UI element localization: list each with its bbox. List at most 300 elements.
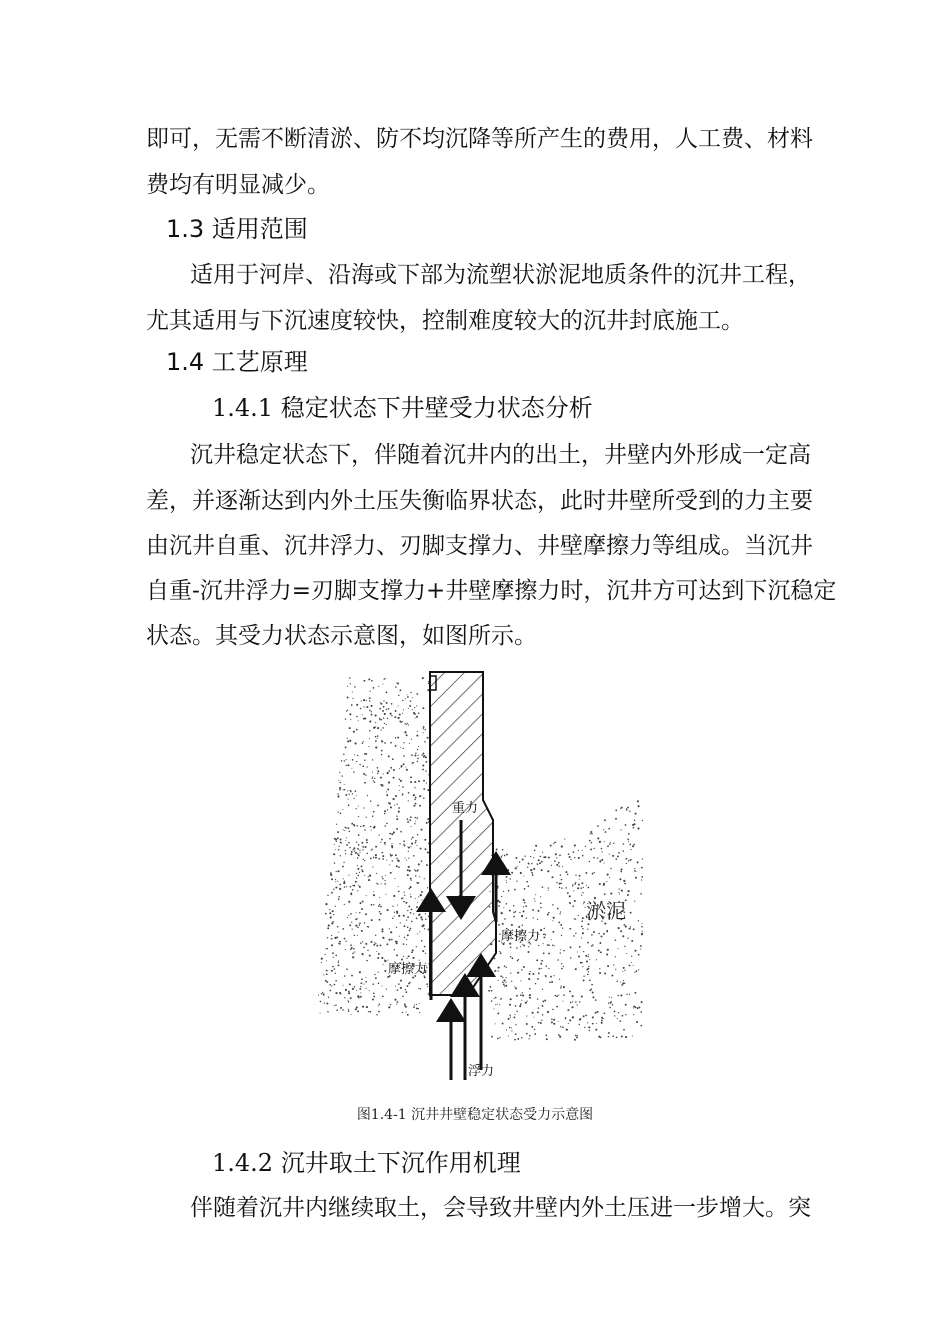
- soil-speck: [634, 950, 636, 952]
- soil-speck: [357, 918, 358, 919]
- soil-speck: [494, 998, 495, 999]
- soil-speck: [406, 860, 407, 861]
- soil-speck: [547, 870, 549, 872]
- soil-speck: [497, 1012, 499, 1014]
- soil-speck: [618, 1012, 619, 1013]
- soil-speck: [503, 979, 505, 981]
- soil-speck: [498, 970, 499, 971]
- soil-speck: [404, 925, 406, 927]
- soil-speck: [633, 928, 635, 930]
- soil-speck: [557, 908, 559, 910]
- soil-speck: [406, 1012, 407, 1013]
- soil-speck: [534, 900, 535, 901]
- soil-speck: [357, 755, 358, 756]
- soil-speck: [374, 781, 376, 783]
- soil-speck: [381, 750, 383, 752]
- soil-speck: [527, 867, 528, 868]
- soil-speck: [613, 964, 614, 965]
- soil-speck: [345, 853, 346, 854]
- soil-speck: [414, 1004, 415, 1005]
- soil-speck: [508, 1018, 510, 1020]
- soil-speck: [360, 826, 361, 827]
- soil-speck: [509, 878, 510, 879]
- soil-speck: [354, 849, 355, 850]
- section-1-3-heading: 1.3 适用范围: [166, 215, 308, 243]
- soil-speck: [520, 994, 522, 996]
- soil-speck: [589, 989, 591, 991]
- soil-speck: [588, 956, 589, 957]
- soil-speck: [387, 909, 389, 911]
- soil-speck: [396, 1004, 397, 1005]
- soil-speck: [522, 925, 523, 926]
- soil-speck: [611, 997, 612, 998]
- soil-speck: [521, 1037, 522, 1038]
- soil-speck: [330, 872, 332, 874]
- soil-speck: [339, 782, 340, 783]
- soil-speck: [345, 840, 346, 841]
- soil-speck: [633, 965, 634, 966]
- paragraph3-line-2: 差，并逐渐达到内外土压失衡临界状态，此时井壁所受到的力主要: [146, 488, 813, 514]
- soil-speck: [338, 943, 339, 944]
- soil-speck: [374, 942, 375, 943]
- soil-speck: [617, 948, 618, 949]
- soil-speck: [633, 1014, 634, 1015]
- soil-speck: [361, 908, 363, 910]
- soil-speck: [386, 709, 388, 711]
- soil-speck: [384, 883, 386, 885]
- soil-speck: [372, 815, 374, 817]
- soil-speck: [375, 746, 377, 748]
- soil-speck: [523, 910, 525, 912]
- soil-speck: [426, 983, 428, 985]
- soil-speck: [590, 833, 591, 834]
- soil-speck: [559, 979, 560, 980]
- soil-speck: [579, 946, 581, 948]
- soil-speck: [388, 1006, 390, 1008]
- soil-speck: [400, 831, 402, 833]
- soil-speck: [420, 848, 422, 850]
- soil-speck: [395, 737, 396, 738]
- soil-speck: [612, 1035, 614, 1037]
- figure-caption: 图1.4-1 沉井井壁稳定状态受力示意图: [356, 1107, 594, 1123]
- soil-speck: [620, 994, 622, 996]
- soil-speck: [414, 817, 415, 818]
- soil-speck: [329, 912, 331, 914]
- soil-speck: [424, 878, 425, 879]
- soil-speck: [369, 697, 371, 699]
- soil-speck: [407, 927, 409, 929]
- soil-speck: [375, 846, 377, 848]
- soil-speck: [574, 900, 576, 902]
- soil-speck: [381, 883, 382, 884]
- soil-speck: [403, 956, 404, 957]
- soil-speck: [404, 937, 405, 938]
- soil-speck: [348, 991, 350, 993]
- soil-speck: [402, 1012, 403, 1013]
- soil-speck: [640, 945, 642, 947]
- soil-speck: [623, 843, 625, 845]
- soil-speck: [530, 971, 531, 972]
- soil-speck: [371, 705, 373, 707]
- soil-speck: [530, 869, 532, 871]
- soil-speck: [414, 799, 416, 801]
- soil-speck: [578, 915, 579, 916]
- soil-speck: [369, 738, 370, 739]
- soil-speck: [389, 928, 390, 929]
- soil-speck: [394, 878, 395, 879]
- soil-speck: [373, 944, 375, 946]
- soil-speck: [393, 831, 395, 833]
- soil-speck: [384, 713, 386, 715]
- soil-speck: [356, 729, 358, 731]
- soil-speck: [343, 753, 345, 755]
- soil-speck: [397, 989, 399, 991]
- soil-speck: [396, 828, 398, 830]
- soil-speck: [414, 869, 415, 870]
- soil-speck: [574, 846, 575, 847]
- soil-speck: [577, 952, 578, 953]
- soil-speck: [377, 957, 379, 959]
- soil-speck: [426, 905, 428, 907]
- soil-speck: [575, 1001, 577, 1003]
- soil-speck: [581, 882, 583, 884]
- soil-speck: [375, 715, 377, 717]
- soil-speck: [529, 997, 531, 999]
- soil-speck: [402, 793, 404, 795]
- soil-speck: [335, 992, 337, 994]
- soil-speck: [615, 956, 616, 957]
- soil-speck: [548, 968, 549, 969]
- paragraph3-line-4: 自重-沉井浮力=刃脚支撑力+井壁摩擦力时，沉井方可达到下沉稳定: [146, 578, 837, 604]
- soil-speck: [404, 1003, 406, 1005]
- soil-speck: [535, 983, 536, 984]
- soil-speck: [353, 885, 355, 887]
- soil-speck: [548, 890, 549, 891]
- soil-speck: [383, 700, 384, 701]
- soil-speck: [498, 980, 499, 981]
- soil-speck: [424, 928, 425, 929]
- soil-speck: [551, 939, 552, 940]
- soil-speck: [494, 971, 495, 972]
- soil-speck: [391, 833, 393, 835]
- soil-speck: [324, 1002, 325, 1003]
- soil-speck: [338, 899, 339, 900]
- soil-speck: [582, 917, 584, 919]
- soil-speck: [522, 859, 524, 861]
- soil-speck: [327, 927, 329, 929]
- soil-speck: [366, 1006, 368, 1008]
- soil-speck: [589, 861, 590, 862]
- soil-speck: [408, 708, 409, 709]
- soil-speck: [621, 869, 623, 871]
- soil-speck: [540, 902, 542, 904]
- soil-speck: [491, 1036, 493, 1038]
- soil-speck: [565, 887, 567, 889]
- soil-speck: [358, 844, 360, 846]
- soil-speck: [628, 841, 629, 842]
- soil-speck: [336, 1009, 338, 1011]
- soil-speck: [416, 693, 418, 695]
- soil-speck: [347, 1000, 348, 1001]
- soil-speck: [409, 743, 410, 744]
- soil-speck: [355, 1008, 357, 1010]
- soil-speck: [380, 784, 382, 786]
- soil-speck: [488, 990, 490, 992]
- soil-speck: [332, 952, 334, 954]
- soil-speck: [501, 856, 503, 858]
- soil-speck: [371, 714, 373, 716]
- soil-speck: [603, 883, 605, 885]
- soil-speck: [359, 852, 360, 853]
- soil-speck: [334, 937, 336, 939]
- soil-speck: [337, 881, 338, 882]
- soil-speck: [531, 1026, 533, 1028]
- soil-speck: [398, 705, 399, 706]
- soil-speck: [350, 790, 352, 792]
- soil-speck: [539, 862, 541, 864]
- soil-speck: [572, 1016, 574, 1018]
- soil-speck: [375, 736, 377, 738]
- soil-speck: [353, 849, 354, 850]
- soil-speck: [642, 923, 643, 924]
- soil-speck: [413, 762, 414, 763]
- soil-speck: [372, 866, 373, 867]
- soil-speck: [560, 911, 561, 912]
- soil-speck: [491, 1000, 493, 1002]
- soil-speck: [638, 920, 639, 921]
- soil-speck: [615, 809, 617, 811]
- soil-speck: [583, 951, 584, 952]
- soil-speck: [408, 792, 410, 794]
- soil-speck: [410, 816, 412, 818]
- soil-speck: [380, 729, 381, 730]
- soil-speck: [523, 966, 525, 968]
- soil-speck: [402, 721, 403, 722]
- soil-speck: [632, 824, 634, 826]
- soil-speck: [337, 811, 338, 812]
- soil-speck: [353, 771, 355, 773]
- soil-speck: [348, 842, 349, 843]
- soil-speck: [354, 851, 355, 852]
- soil-speck: [369, 700, 370, 701]
- soil-speck: [543, 928, 545, 930]
- soil-speck: [542, 886, 544, 888]
- soil-speck: [522, 994, 524, 996]
- soil-speck: [583, 903, 584, 904]
- soil-speck: [352, 988, 354, 990]
- soil-speck: [374, 778, 375, 779]
- soil-speck: [337, 870, 339, 872]
- soil-speck: [423, 788, 425, 790]
- soil-speck: [551, 865, 552, 866]
- soil-speck: [373, 727, 374, 728]
- soil-speck: [407, 821, 409, 823]
- soil-speck: [399, 785, 400, 786]
- soil-speck: [582, 892, 583, 893]
- soil-speck: [409, 819, 411, 821]
- soil-speck: [601, 859, 603, 861]
- soil-speck: [406, 724, 407, 725]
- soil-speck: [597, 857, 598, 858]
- soil-speck: [413, 794, 415, 796]
- soil-speck: [375, 977, 377, 979]
- soil-speck: [407, 985, 409, 987]
- soil-speck: [601, 936, 603, 938]
- soil-speck: [373, 904, 374, 905]
- soil-speck: [344, 975, 346, 977]
- soil-speck: [332, 966, 334, 968]
- soil-speck: [373, 811, 375, 813]
- soil-speck: [587, 942, 589, 944]
- soil-speck: [383, 937, 384, 938]
- soil-speck: [365, 913, 367, 915]
- soil-speck: [641, 926, 643, 928]
- soil-speck: [398, 807, 400, 809]
- soil-speck: [384, 810, 386, 812]
- soil-speck: [380, 913, 382, 915]
- soil-speck: [427, 887, 428, 888]
- soil-speck: [534, 1017, 535, 1018]
- soil-speck: [548, 944, 550, 946]
- soil-speck: [404, 857, 405, 858]
- soil-speck: [416, 1004, 417, 1005]
- soil-speck: [537, 978, 539, 980]
- soil-speck: [527, 885, 529, 887]
- soil-speck: [399, 936, 400, 937]
- soil-speck: [528, 946, 529, 947]
- soil-speck: [621, 890, 623, 892]
- soil-speck: [582, 850, 583, 851]
- soil-speck: [381, 876, 382, 877]
- soil-speck: [365, 846, 367, 848]
- soil-speck: [541, 960, 543, 962]
- soil-speck: [567, 1009, 569, 1011]
- soil-speck: [411, 951, 413, 953]
- soil-speck: [416, 906, 418, 908]
- soil-speck: [408, 851, 409, 852]
- soil-speck: [619, 894, 620, 895]
- soil-speck: [366, 839, 368, 841]
- soil-speck: [363, 680, 365, 682]
- soil-speck: [555, 853, 557, 855]
- soil-speck: [628, 833, 630, 835]
- soil-speck: [524, 902, 526, 904]
- soil-speck: [402, 996, 403, 997]
- soil-speck: [378, 1011, 380, 1013]
- soil-speck: [341, 842, 342, 843]
- soil-speck: [345, 827, 347, 829]
- soil-speck: [500, 999, 501, 1000]
- soil-speck: [506, 853, 508, 855]
- soil-speck: [363, 741, 364, 742]
- soil-speck: [422, 754, 423, 755]
- soil-speck: [595, 999, 597, 1001]
- soil-speck: [574, 918, 575, 919]
- soil-speck: [397, 859, 399, 861]
- soil-speck: [638, 1006, 640, 1008]
- soil-speck: [588, 1026, 590, 1028]
- soil-speck: [378, 1005, 379, 1006]
- soil-speck: [540, 896, 541, 897]
- soil-speck: [377, 727, 379, 729]
- soil-speck: [632, 845, 634, 847]
- soil-speck: [514, 889, 516, 891]
- soil-speck: [516, 881, 517, 882]
- soil-speck: [357, 890, 358, 891]
- soil-speck: [384, 679, 385, 680]
- soil-speck: [333, 957, 334, 958]
- gravity-label: 重力: [452, 801, 479, 816]
- soil-speck: [375, 722, 376, 723]
- soil-speck: [405, 989, 406, 990]
- soil-speck: [523, 945, 525, 947]
- soil-speck: [361, 978, 363, 980]
- soil-speck: [529, 1035, 531, 1037]
- soil-speck: [376, 873, 377, 874]
- soil-speck: [375, 857, 377, 859]
- soil-speck: [392, 860, 394, 862]
- soil-speck: [383, 964, 384, 965]
- soil-speck: [378, 686, 379, 687]
- soil-speck: [517, 1038, 519, 1040]
- soil-speck: [386, 988, 387, 989]
- soil-speck: [378, 1003, 380, 1005]
- soil-speck: [342, 1009, 344, 1011]
- friction-label-right: 摩擦力: [501, 929, 541, 944]
- soil-speck: [528, 863, 530, 865]
- soil-speck: [609, 843, 611, 845]
- soil-speck: [345, 949, 346, 950]
- soil-speck: [378, 982, 380, 984]
- soil-speck: [334, 862, 336, 864]
- soil-speck: [412, 697, 413, 698]
- soil-speck: [357, 848, 359, 850]
- soil-speck: [601, 1017, 603, 1019]
- soil-speck: [396, 865, 398, 867]
- soil-speck: [373, 857, 375, 859]
- soil-speck: [416, 1007, 418, 1009]
- soil-speck: [407, 1014, 409, 1016]
- soil-speck: [371, 941, 373, 943]
- soil-speck: [371, 830, 372, 831]
- soil-speck: [636, 1021, 638, 1023]
- soil-speck: [420, 916, 422, 918]
- soil-speck: [498, 967, 500, 969]
- soil-speck: [619, 888, 620, 889]
- soil-speck: [422, 769, 424, 771]
- soil-speck: [334, 1005, 335, 1006]
- soil-speck: [541, 869, 543, 871]
- soil-speck: [335, 980, 337, 982]
- soil-speck: [592, 1016, 594, 1018]
- soil-speck: [583, 975, 584, 976]
- soil-speck: [390, 806, 392, 808]
- section-1-4-2-heading: 1.4.2 沉井取土下沉作用机理: [212, 1149, 521, 1177]
- soil-speck: [569, 990, 571, 992]
- soil-speck: [585, 872, 587, 874]
- soil-speck: [415, 842, 417, 844]
- soil-speck: [321, 958, 323, 960]
- soil-speck: [532, 1012, 534, 1014]
- soil-speck: [587, 929, 588, 930]
- soil-speck: [380, 906, 382, 908]
- soil-speck: [369, 730, 371, 732]
- soil-speck: [366, 700, 367, 701]
- soil-speck: [367, 926, 368, 927]
- soil-speck: [351, 704, 353, 706]
- soil-speck: [582, 932, 584, 934]
- soil-speck: [569, 1019, 571, 1021]
